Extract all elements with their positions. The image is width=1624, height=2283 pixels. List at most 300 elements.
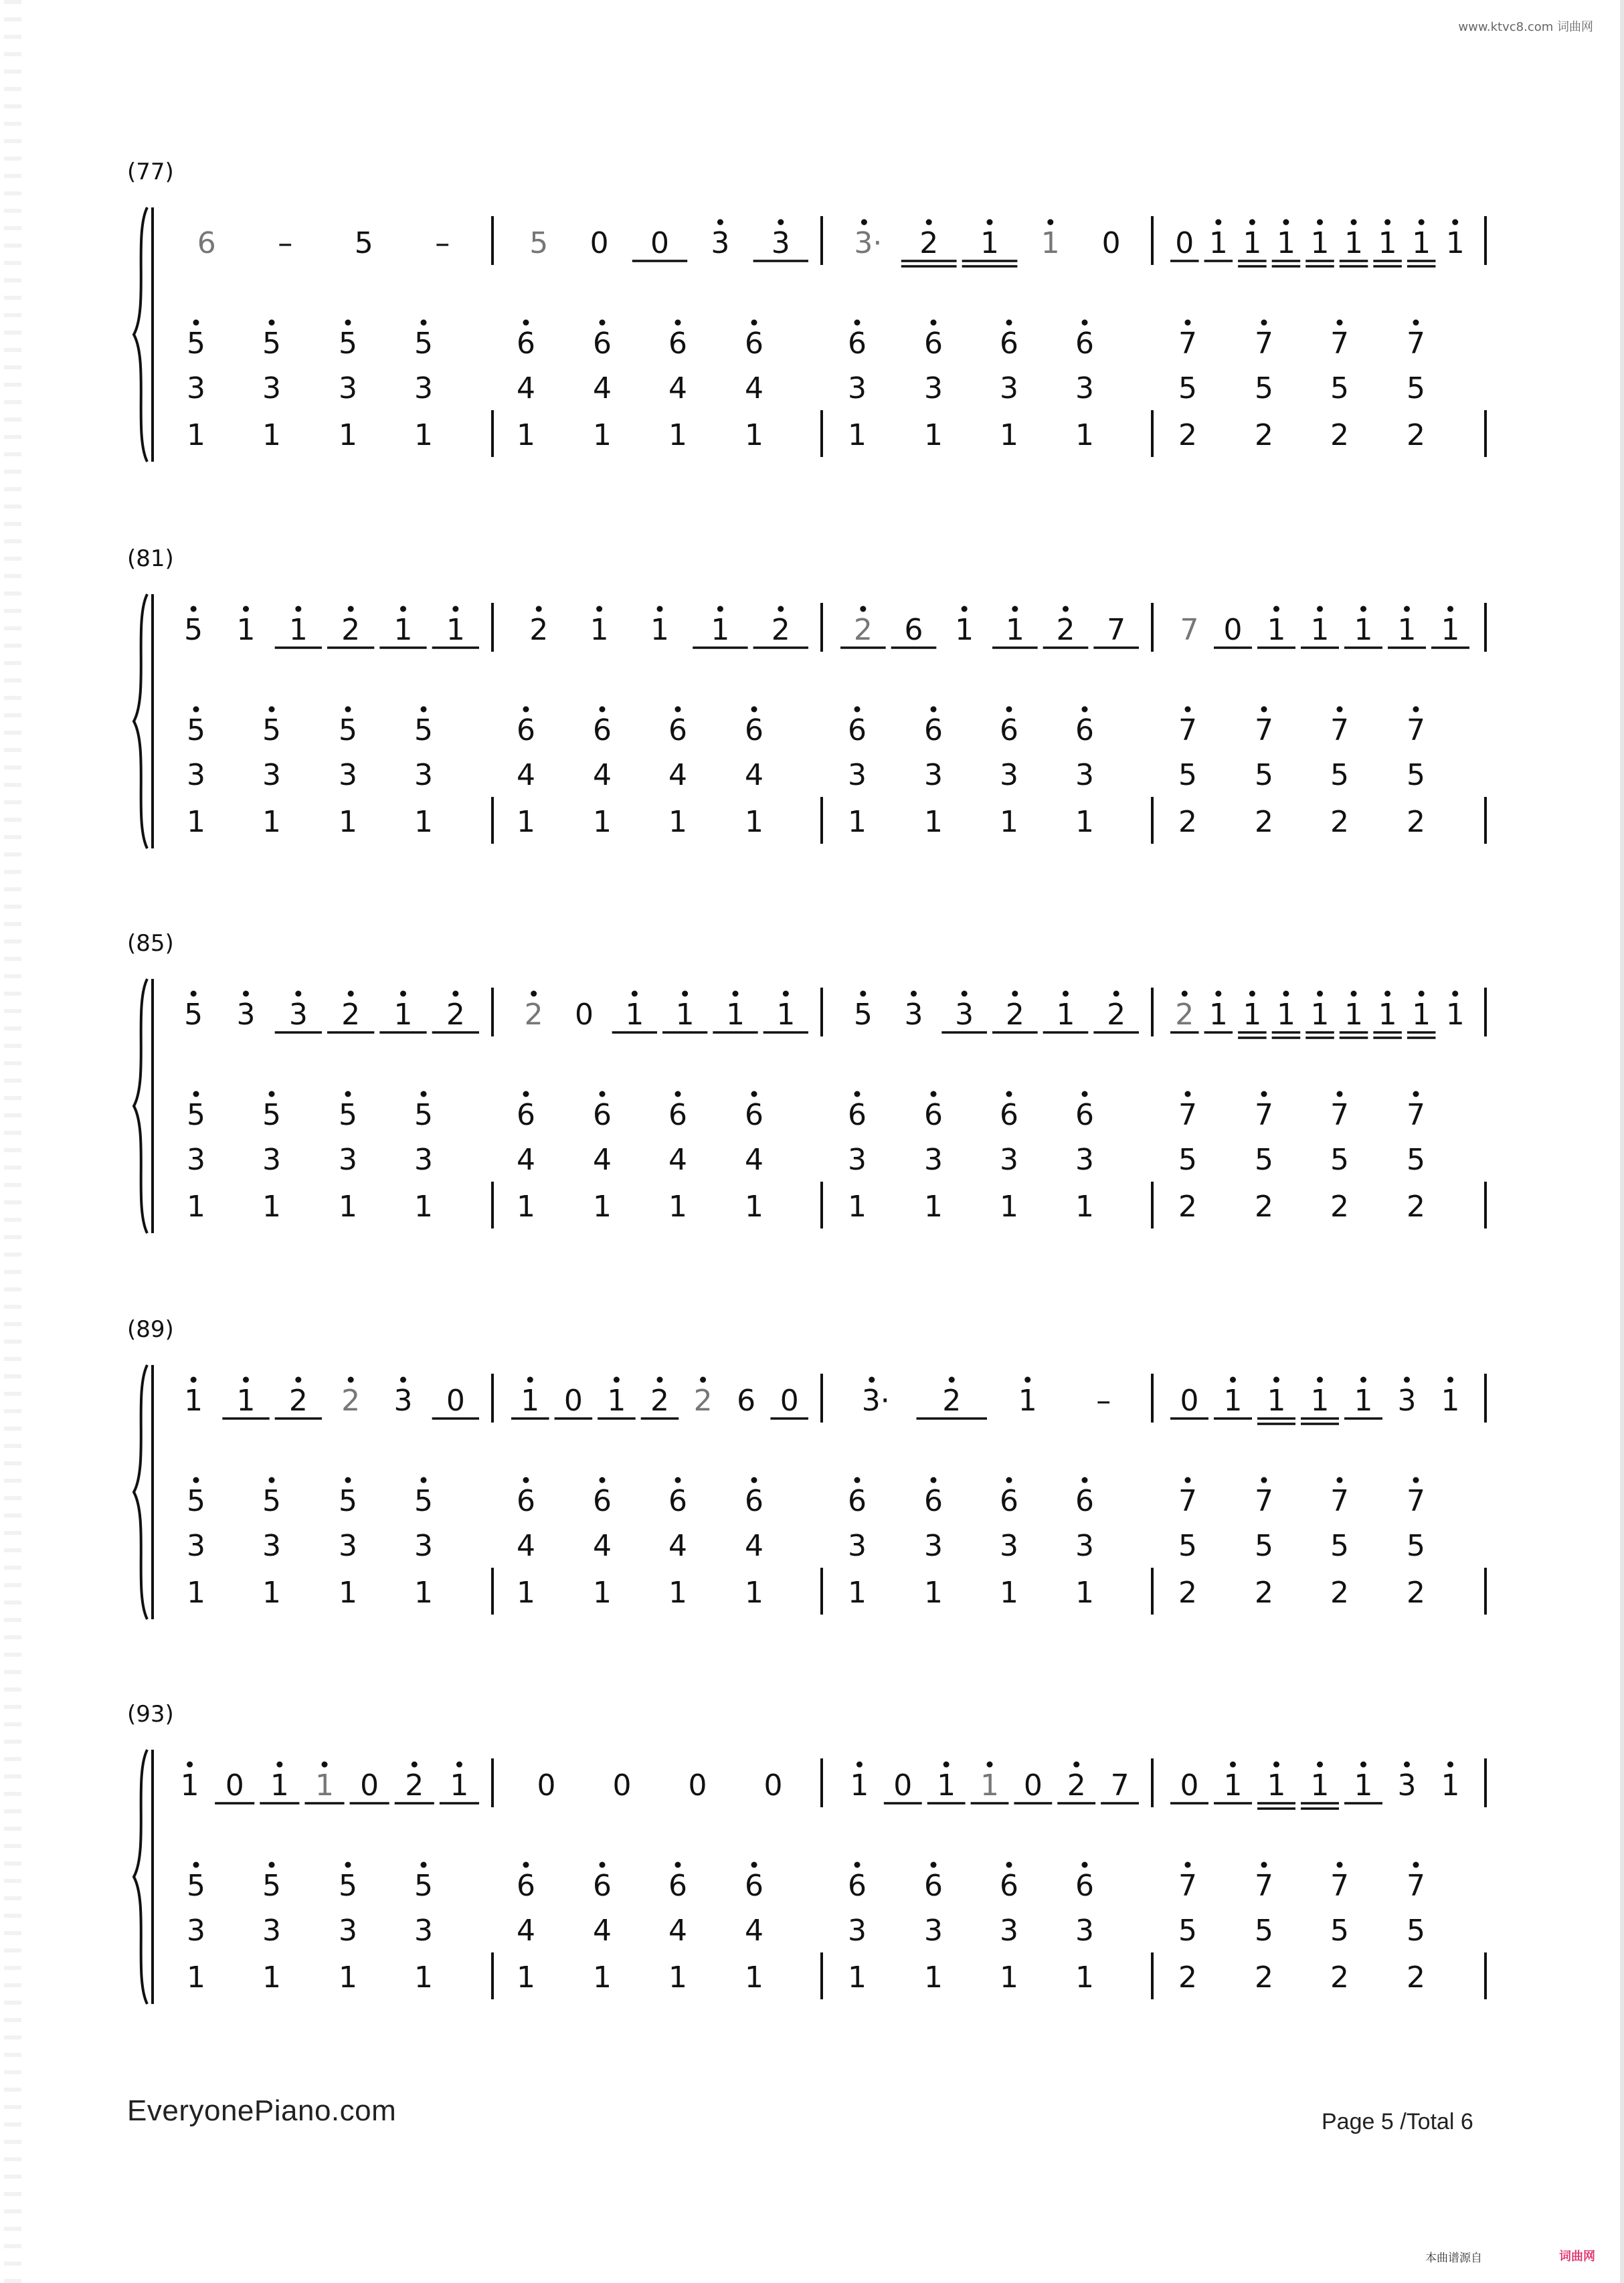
high-octave-dot — [191, 991, 197, 997]
chord-bottom-note: 1 — [187, 1190, 205, 1224]
chord-middle-note: 4 — [668, 1143, 687, 1177]
high-octave-dot — [675, 320, 681, 326]
chord-top-note: 6 — [924, 1484, 943, 1518]
high-octave-dot — [452, 991, 458, 997]
high-octave-dot — [1185, 707, 1191, 713]
high-octave-dot — [987, 1762, 993, 1768]
chord-top-note: 7 — [1255, 1484, 1273, 1518]
chord-bottom-note: 2 — [1330, 1190, 1349, 1224]
chord-bottom-note: 1 — [745, 1190, 763, 1224]
chord-top-note: 7 — [1178, 1484, 1197, 1518]
high-octave-dot — [869, 1377, 875, 1383]
high-octave-dot — [1360, 1377, 1366, 1383]
melody-note: 3 — [393, 1384, 413, 1418]
high-octave-dot — [193, 1091, 199, 1097]
chord-bottom-note: 1 — [593, 418, 612, 452]
high-octave-dot — [1351, 991, 1357, 997]
chord-middle-note: 3 — [1000, 1143, 1018, 1177]
high-octave-dot — [1337, 1477, 1343, 1483]
melody-note: 1 — [980, 1768, 999, 1803]
chord-top-note: 6 — [1075, 713, 1094, 747]
chord-middle-note: 3 — [339, 1529, 357, 1563]
melody-note: 1 — [180, 1768, 199, 1803]
melody-note: 2 — [650, 1384, 669, 1418]
measure-number-label: (93) — [127, 1701, 174, 1728]
high-octave-dot — [1404, 1377, 1410, 1383]
high-octave-dot — [911, 991, 917, 997]
chord-top-note: 6 — [1000, 327, 1018, 361]
high-octave-dot — [1404, 1762, 1410, 1768]
chord-top-note: 5 — [339, 1098, 357, 1132]
high-octave-dot — [523, 1862, 529, 1868]
high-octave-dot — [345, 1091, 351, 1097]
source-credit-text: 本曲谱源自 — [1425, 2252, 1482, 2265]
chord-bottom-note: 2 — [1407, 1960, 1425, 1995]
melody-note: 1 — [1005, 613, 1024, 647]
high-octave-dot — [675, 707, 681, 713]
chord-top-note: 7 — [1178, 1098, 1197, 1132]
chord-middle-note: 3 — [924, 371, 943, 405]
chord-top-note: 5 — [414, 1484, 433, 1518]
chord-top-note: 6 — [668, 1869, 687, 1903]
chord-middle-note: 3 — [924, 758, 943, 792]
chord-bottom-note: 1 — [1000, 805, 1018, 839]
melody-note: 2 — [1056, 613, 1075, 647]
high-octave-dot — [856, 1762, 863, 1768]
chord-bottom-note: 1 — [517, 1190, 535, 1224]
chord-bottom-note: 2 — [1178, 1960, 1197, 1995]
chord-bottom-note: 1 — [414, 805, 433, 839]
melody-note: 2 — [853, 613, 873, 647]
chord-middle-note: 5 — [1178, 1143, 1197, 1177]
high-octave-dot — [926, 219, 932, 225]
system-brace — [134, 1365, 147, 1619]
chord-top-note: 6 — [1075, 1098, 1094, 1132]
chord-top-note: 6 — [1000, 1869, 1018, 1903]
chord-top-note: 6 — [593, 1098, 612, 1132]
high-octave-dot — [931, 1477, 937, 1483]
chord-top-note: 6 — [517, 713, 535, 747]
high-octave-dot — [243, 606, 249, 612]
high-octave-dot — [191, 606, 197, 612]
chord-middle-note: 3 — [414, 1529, 433, 1563]
melody-note: 1 — [1276, 226, 1295, 260]
chord-bottom-note: 1 — [414, 1576, 433, 1610]
high-octave-dot — [1182, 991, 1188, 997]
melody-note: 1 — [1056, 998, 1075, 1032]
chord-top-note: 5 — [339, 327, 357, 361]
high-octave-dot — [600, 1862, 606, 1868]
measure-number-label: (81) — [127, 545, 174, 572]
melody-note: 0 — [1023, 1768, 1043, 1803]
high-octave-dot — [1447, 1762, 1453, 1768]
chord-middle-note: 3 — [1075, 371, 1094, 405]
high-octave-dot — [1283, 219, 1289, 225]
high-octave-dot — [1249, 991, 1255, 997]
chord-top-note: 5 — [187, 327, 205, 361]
chord-middle-note: 4 — [517, 1143, 535, 1177]
high-octave-dot — [751, 320, 757, 326]
high-octave-dot — [1082, 1091, 1088, 1097]
melody-note: 1 — [607, 1384, 626, 1418]
chord-middle-note: 4 — [745, 758, 763, 792]
high-octave-dot — [1047, 219, 1053, 225]
chord-bottom-note: 1 — [745, 1960, 763, 1995]
melody-note: – — [1096, 1384, 1111, 1418]
chord-middle-note: 5 — [1407, 1529, 1425, 1563]
chord-bottom-note: 2 — [1407, 805, 1425, 839]
melody-note: 1 — [1267, 1768, 1286, 1803]
chord-middle-note: 3 — [187, 371, 205, 405]
high-octave-dot — [269, 707, 275, 713]
chord-middle-note: 3 — [339, 1143, 357, 1177]
chord-bottom-note: 1 — [517, 418, 535, 452]
high-octave-dot — [600, 1477, 606, 1483]
chord-middle-note: 5 — [1255, 758, 1273, 792]
chord-bottom-note: 1 — [745, 805, 763, 839]
melody-note: 2 — [1107, 998, 1126, 1032]
high-octave-dot — [193, 320, 199, 326]
melody-note: 2 — [341, 1384, 361, 1418]
chord-top-note: 6 — [924, 713, 943, 747]
high-octave-dot — [1413, 320, 1419, 326]
high-octave-dot — [1082, 1862, 1088, 1868]
melody-note: 2 — [693, 1384, 713, 1418]
chord-middle-note: 4 — [517, 1914, 535, 1948]
high-octave-dot — [783, 991, 789, 997]
chord-bottom-note: 1 — [668, 1576, 687, 1610]
melody-note: 1 — [776, 998, 796, 1032]
chord-top-note: 5 — [262, 1098, 281, 1132]
chord-top-note: 7 — [1330, 327, 1349, 361]
chord-bottom-note: 1 — [848, 1576, 867, 1610]
high-octave-dot — [860, 606, 866, 612]
high-octave-dot — [1283, 991, 1289, 997]
high-octave-dot — [1452, 219, 1458, 225]
chord-middle-note: 3 — [1000, 371, 1018, 405]
chord-bottom-note: 1 — [1000, 1190, 1018, 1224]
high-octave-dot — [751, 1091, 757, 1097]
melody-note: 1 — [1412, 998, 1431, 1032]
chord-bottom-note: 1 — [668, 1190, 687, 1224]
high-octave-dot — [295, 991, 301, 997]
chord-top-note: 7 — [1407, 1484, 1425, 1518]
chord-top-note: 6 — [517, 1484, 535, 1518]
high-octave-dot — [295, 606, 301, 612]
chord-top-note: 7 — [1178, 1869, 1197, 1903]
high-octave-dot — [931, 320, 937, 326]
high-octave-dot — [600, 707, 606, 713]
source-credit-bar — [1412, 2243, 1613, 2270]
high-octave-dot — [1073, 1762, 1079, 1768]
chord-bottom-note: 1 — [517, 1576, 535, 1610]
chord-bottom-note: 1 — [339, 805, 357, 839]
melody-note: 2 — [524, 998, 543, 1032]
high-octave-dot — [421, 1477, 427, 1483]
melody-note: 2 — [288, 1384, 308, 1418]
chord-middle-note: 3 — [187, 1529, 205, 1563]
melody-note: 0 — [893, 1768, 913, 1803]
chord-bottom-note: 1 — [262, 805, 281, 839]
chord-middle-note: 3 — [848, 758, 867, 792]
high-octave-dot — [931, 1862, 937, 1868]
high-octave-dot — [456, 1762, 462, 1768]
chord-middle-note: 4 — [745, 1529, 763, 1563]
high-octave-dot — [1215, 219, 1221, 225]
high-octave-dot — [1012, 606, 1018, 612]
high-octave-dot — [962, 606, 968, 612]
high-octave-dot — [536, 606, 542, 612]
chord-middle-note: 5 — [1178, 1529, 1197, 1563]
chord-middle-note: 3 — [187, 1914, 205, 1948]
high-octave-dot — [1413, 707, 1419, 713]
melody-note: 1 — [1041, 226, 1060, 260]
chord-top-note: 6 — [745, 327, 763, 361]
high-octave-dot — [193, 1477, 199, 1483]
chord-top-note: 7 — [1255, 327, 1273, 361]
chord-bottom-note: 1 — [924, 805, 943, 839]
high-octave-dot — [269, 1091, 275, 1097]
high-octave-dot — [733, 991, 739, 997]
chord-top-note: 6 — [593, 1484, 612, 1518]
melody-note: 3 — [1397, 1384, 1417, 1418]
melody-note: 2 — [446, 998, 465, 1032]
chord-top-note: 6 — [1000, 713, 1018, 747]
system-brace — [134, 979, 147, 1233]
high-octave-dot — [1337, 1862, 1343, 1868]
high-octave-dot — [1337, 1091, 1343, 1097]
melody-note: 1 — [937, 1768, 956, 1803]
melody-note: 0 — [563, 1384, 583, 1418]
high-octave-dot — [1317, 606, 1323, 612]
chord-bottom-note: 1 — [1000, 1960, 1018, 1995]
chord-top-note: 6 — [668, 327, 687, 361]
chord-middle-note: 5 — [1407, 1143, 1425, 1177]
chord-bottom-note: 1 — [848, 1960, 867, 1995]
melody-note: 3 — [1397, 1768, 1417, 1803]
melody-note: 1 — [711, 613, 730, 647]
high-octave-dot — [191, 1377, 197, 1383]
chord-bottom-note: 1 — [187, 1960, 205, 1995]
chord-top-note: 6 — [848, 327, 867, 361]
chord-top-note: 6 — [1075, 327, 1094, 361]
chord-top-note: 5 — [262, 1869, 281, 1903]
chord-middle-note: 4 — [668, 758, 687, 792]
chord-bottom-note: 1 — [517, 805, 535, 839]
melody-note: 1 — [315, 1768, 334, 1803]
chord-bottom-note: 1 — [1075, 1960, 1094, 1995]
chord-top-note: 7 — [1330, 1869, 1349, 1903]
melody-note: 2 — [529, 613, 549, 647]
chord-top-note: 5 — [262, 1484, 281, 1518]
chord-bottom-note: 1 — [262, 1960, 281, 1995]
high-octave-dot — [657, 1377, 663, 1383]
high-octave-dot — [1273, 1377, 1279, 1383]
chord-bottom-note: 1 — [262, 1190, 281, 1224]
high-octave-dot — [1273, 606, 1279, 612]
high-octave-dot — [1384, 219, 1390, 225]
melody-note: 2 — [1005, 998, 1024, 1032]
high-octave-dot — [527, 1377, 533, 1383]
melody-note: 3 — [711, 226, 730, 260]
chord-middle-note: 4 — [745, 1143, 763, 1177]
chord-middle-note: 3 — [414, 1143, 433, 1177]
chord-top-note: 5 — [339, 1484, 357, 1518]
melody-note: 1 — [1310, 1768, 1330, 1803]
footer-site-name: EveryonePiano.com — [127, 2094, 397, 2127]
melody-note: 1 — [850, 1768, 869, 1803]
chord-bottom-note: 1 — [1075, 805, 1094, 839]
high-octave-dot — [523, 1091, 529, 1097]
chord-bottom-note: 2 — [1330, 418, 1349, 452]
chord-middle-note: 5 — [1330, 1529, 1349, 1563]
melody-note: 1 — [393, 613, 413, 647]
high-octave-dot — [400, 606, 406, 612]
chord-bottom-note: 1 — [593, 1576, 612, 1610]
chord-middle-note: 3 — [1075, 758, 1094, 792]
chord-top-note: 5 — [262, 327, 281, 361]
melody-note: 2 — [1175, 998, 1194, 1032]
melody-note: 2 — [341, 613, 361, 647]
melody-note: 0 — [688, 1768, 707, 1803]
chord-top-note: 5 — [414, 1869, 433, 1903]
high-octave-dot — [1185, 1477, 1191, 1483]
chord-top-note: 5 — [187, 1484, 205, 1518]
high-octave-dot — [421, 320, 427, 326]
melody-note: 1 — [236, 1384, 256, 1418]
chord-bottom-note: 1 — [593, 1190, 612, 1224]
chord-bottom-note: 2 — [1407, 418, 1425, 452]
melody-note: 1 — [521, 1384, 540, 1418]
melody-note: 5 — [184, 998, 203, 1032]
high-octave-dot — [400, 1377, 406, 1383]
melody-note: 0 — [446, 1384, 465, 1418]
melody-note: 1 — [980, 226, 999, 260]
melody-note: 2 — [771, 613, 790, 647]
chord-top-note: 6 — [668, 1484, 687, 1518]
chord-bottom-note: 1 — [339, 1190, 357, 1224]
high-octave-dot — [348, 606, 354, 612]
melody-note: 0 — [763, 1768, 783, 1803]
high-octave-dot — [1113, 991, 1119, 997]
melody-note: 1 — [1344, 998, 1364, 1032]
melody-note: 0 — [780, 1384, 799, 1418]
chord-middle-note: 3 — [262, 758, 281, 792]
high-octave-dot — [1006, 1091, 1012, 1097]
chord-bottom-note: 2 — [1178, 805, 1197, 839]
melody-note: 1 — [1378, 998, 1397, 1032]
chord-top-note: 6 — [1075, 1869, 1094, 1903]
high-octave-dot — [657, 606, 663, 612]
melody-note: 6 — [904, 613, 923, 647]
chord-top-note: 7 — [1407, 713, 1425, 747]
system-brace — [134, 594, 147, 848]
chord-bottom-note: 2 — [1255, 418, 1273, 452]
melody-note: 3· — [861, 1384, 890, 1418]
chord-bottom-note: 1 — [1075, 1190, 1094, 1224]
melody-note: 1 — [1397, 613, 1417, 647]
chord-bottom-note: 1 — [924, 418, 943, 452]
chord-top-note: 6 — [593, 327, 612, 361]
chord-bottom-note: 2 — [1407, 1576, 1425, 1610]
chord-middle-note: 4 — [517, 1529, 535, 1563]
chord-top-note: 6 — [745, 1484, 763, 1518]
high-octave-dot — [1063, 606, 1069, 612]
chord-middle-note: 3 — [924, 1143, 943, 1177]
chord-middle-note: 5 — [1407, 371, 1425, 405]
high-octave-dot — [1419, 219, 1425, 225]
chord-middle-note: 3 — [262, 1914, 281, 1948]
chord-middle-note: 3 — [339, 758, 357, 792]
high-octave-dot — [1024, 1377, 1030, 1383]
melody-note: 0 — [225, 1768, 244, 1803]
chord-top-note: 6 — [745, 1098, 763, 1132]
melody-note: 1 — [1310, 998, 1330, 1032]
melody-note: 2 — [942, 1384, 962, 1418]
chord-bottom-note: 2 — [1330, 1960, 1349, 1995]
high-octave-dot — [243, 991, 249, 997]
high-octave-dot — [931, 707, 937, 713]
chord-bottom-note: 1 — [668, 418, 687, 452]
high-octave-dot — [1419, 991, 1425, 997]
melody-note: 0 — [1180, 1768, 1199, 1803]
melody-note: 1 — [1354, 1768, 1373, 1803]
site-watermark: www.ktvc8.com 词曲网 — [1458, 20, 1593, 34]
high-octave-dot — [421, 1862, 427, 1868]
melody-note: 0 — [612, 1768, 632, 1803]
melody-note: 2 — [1067, 1768, 1086, 1803]
melody-note: 5 — [853, 998, 873, 1032]
chord-top-note: 6 — [848, 713, 867, 747]
chord-bottom-note: 1 — [745, 1576, 763, 1610]
melody-note: 5 — [354, 226, 373, 260]
melody-note: 2 — [341, 998, 361, 1032]
chord-middle-note: 3 — [1000, 1914, 1018, 1948]
high-octave-dot — [682, 991, 688, 997]
chord-top-note: 6 — [1000, 1098, 1018, 1132]
chord-middle-note: 3 — [848, 1143, 867, 1177]
melody-note: 0 — [537, 1768, 556, 1803]
chord-middle-note: 5 — [1255, 1529, 1273, 1563]
chord-middle-note: 5 — [1330, 371, 1349, 405]
chord-middle-note: 3 — [262, 1529, 281, 1563]
high-octave-dot — [523, 1477, 529, 1483]
melody-note: 2 — [405, 1768, 424, 1803]
high-octave-dot — [1006, 1862, 1012, 1868]
chord-middle-note: 4 — [668, 1529, 687, 1563]
high-octave-dot — [675, 1862, 681, 1868]
high-octave-dot — [322, 1762, 328, 1768]
chord-middle-note: 4 — [745, 371, 763, 405]
chord-bottom-note: 1 — [848, 418, 867, 452]
high-octave-dot — [1230, 1762, 1236, 1768]
chord-top-note: 6 — [517, 1098, 535, 1132]
chord-bottom-note: 2 — [1178, 418, 1197, 452]
melody-note: 1 — [1378, 226, 1397, 260]
chord-middle-note: 4 — [593, 1529, 612, 1563]
chord-bottom-note: 1 — [262, 1576, 281, 1610]
melody-note: 0 — [1223, 613, 1243, 647]
chord-bottom-note: 2 — [1407, 1190, 1425, 1224]
high-octave-dot — [1317, 1377, 1323, 1383]
chord-top-note: 6 — [924, 1869, 943, 1903]
high-octave-dot — [717, 219, 723, 225]
chord-top-note: 5 — [187, 1869, 205, 1903]
chord-top-note: 7 — [1178, 713, 1197, 747]
melody-note: 3· — [854, 226, 883, 260]
high-octave-dot — [987, 219, 993, 225]
melody-note: 1 — [236, 613, 256, 647]
